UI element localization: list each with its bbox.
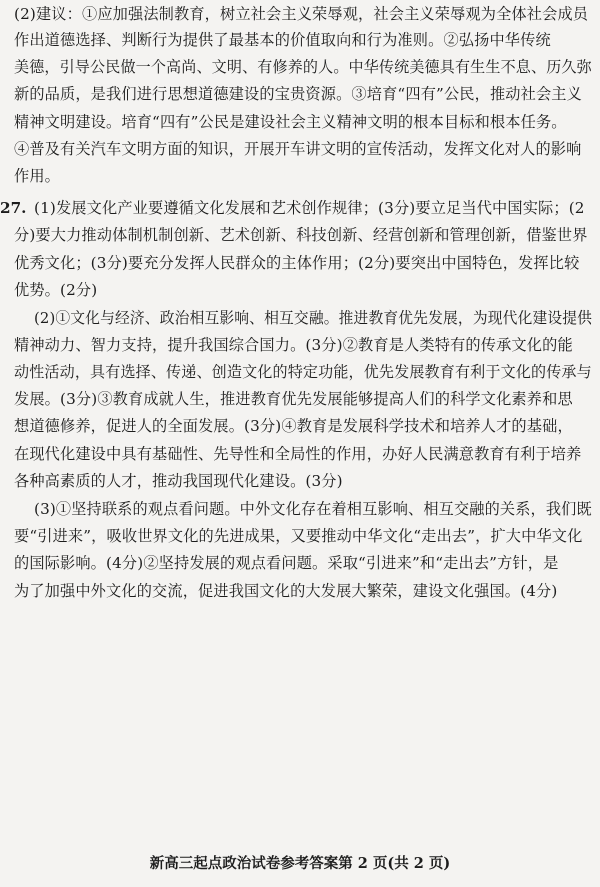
text-line: 要“引进来”，吸收世界文化的先进成果，又要推动中华文化“走出去”，扩大中华文化 [14,527,583,545]
text-line: 分)要大力推动体制机制创新、艺术创新、科技创新、经营创新和管理创新，借鉴世界 [14,226,588,244]
page-footer: 新高三起点政治试卷参考答案第 2 页(共 2 页) [149,855,451,872]
text-line: 的国际影响。(4分)②坚持发展的观点看问题。采取“引进来”和“走出去”方针，是 [14,554,559,572]
text-line: 作用。 [14,167,61,185]
text-line: 在现代化建设中具有基础性、先导性和全局性的作用，办好人民满意教育有利于培养 [14,445,582,463]
text-line: 美德，引导公民做一个高尚、文明、有修养的人。中华传统美德具有生生不息、历久弥 [14,58,592,76]
text-line: 作出道德选择、判断行为提供了最基本的价值取向和行为准则。②弘扬中华传统 [14,31,551,49]
text-line: 精神文明建设。培育“四有”公民是建设社会主义精神文明的根本目标和根本任务。 [14,113,567,131]
text-line: 优势。(2分) [14,281,98,299]
text-line: 新的品质，是我们进行思想道德建设的宝贵资源。③培育“四有”公民，推动社会主义 [14,85,582,103]
text-line: (3)①坚持联系的观点看问题。中外文化存在着相互影响、相互交融的关系，我们既 [34,500,592,518]
text-line: (2)建议：①应加强法制教育，树立社会主义荣辱观，社会主义荣辱观为全体社会成员 [14,5,589,23]
text-line: 精神动力、智力支持，提升我国综合国力。(3分)②教育是人类特有的传承文化的能 [14,336,573,354]
text-line: ④普及有关汽车文明方面的知识，开展开车讲文明的宣传活动，发挥文化对人的影响 [14,140,582,158]
text-line: (2)①文化与经济、政治相互影响、相互交融。推进教育优先发展，为现代化建设提供 [34,309,593,327]
text-line: 动性活动，具有选择、传递、创造文化的特定功能，优先发展教育有利于文化的传承与 [14,363,592,381]
text-line: (1)发展文化产业要遵循文化发展和艺术创作规律；(3分)要立足当代中国实际；(2 [34,199,585,217]
question-number: 27. [0,199,27,217]
text-line: 为了加强中外文化的交流，促进我国文化的大发展大繁荣，建设文化强国。(4分) [14,582,558,600]
text-line: 优秀文化；(3分)要充分发挥人民群众的主体作用；(2分)要突出中国特色，发挥比较 [14,254,580,272]
text-line: 各种高素质的人才，推动我国现代化建设。(3分) [14,472,343,490]
text-line: 想道德修养，促进人的全面发展。(3分)④教育是发展科学技术和培养人才的基础， [14,417,573,435]
text-line: 发展。(3分)③教育成就人生，推进教育优先发展能够提高人们的科学文化素养和思 [14,390,573,408]
